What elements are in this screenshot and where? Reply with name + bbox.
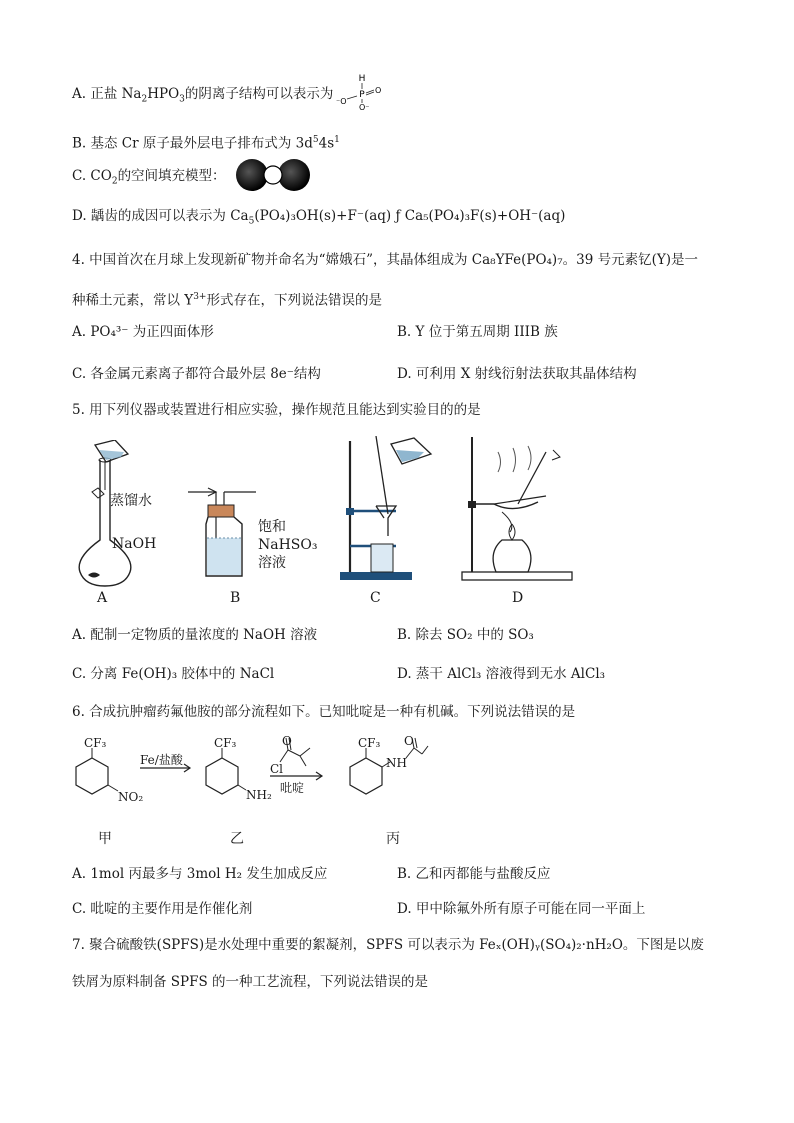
svg-text:P: P	[359, 90, 365, 100]
apparatus-a-volumetric-flask	[70, 440, 175, 590]
q5-option-d: D. 蒸干 AlCl₃ 溶液得到无水 AlCl₃	[397, 666, 606, 682]
apparatus-b-gas-wash-bottle	[186, 480, 268, 580]
q5-stem: 5. 用下列仪器或装置进行相应实验，操作规范且能达到实验目的的是	[72, 402, 481, 418]
yi-cf3: CF₃	[214, 736, 237, 750]
q3-option-b: B. 基态 Cr 原子最外层电子排布式为 $3d^54s^1$	[72, 135, 340, 152]
label-c: C	[370, 590, 381, 606]
bing-cf3: CF₃	[358, 736, 381, 750]
acyl-chloride-cl: Cl	[270, 762, 284, 776]
bing-o: O	[404, 734, 414, 748]
q6-option-d: D. 甲中除氟外所有原子可能在同一平面上	[397, 901, 646, 917]
q4-option-c: C. 各金属元素离子都符合最外层 8e⁻结构	[72, 366, 321, 382]
svg-text:O⁻: O⁻	[359, 103, 370, 112]
label-saturated-nahso3: 饱和 NaHSO₃ 溶液	[258, 519, 318, 571]
q6-option-a: A. 1mol 丙最多与 3mol H₂ 发生加成反应	[72, 866, 328, 882]
label-d: D	[512, 590, 524, 606]
label-distilled-water: 蒸馏水	[110, 493, 152, 509]
q3-option-d: D. 龋齿的成因可以表示为 $Ca_5(PO_4)_3OH(s)+F^-(aq)$ ƒ Ca₅(PO₄)₃F(s)+OH⁻(aq)	[72, 208, 566, 227]
label-naoh: NaOH	[112, 536, 157, 552]
q7-stem-line2: 铁屑为原料制备 SPFS 的一种工艺流程，下列说法错误的是	[72, 974, 429, 990]
label-a: A	[97, 590, 108, 606]
jia-cf3: CF₃	[84, 736, 107, 750]
label-b: B	[230, 590, 241, 606]
q6-stem: 6. 合成抗肿瘤药氟他胺的部分流程如下。已知吡啶是一种有机碱。下列说法错误的是	[72, 704, 576, 720]
label-yi: 乙	[230, 831, 244, 847]
yi-nh2: NH₂	[246, 788, 272, 802]
label-bing: 丙	[386, 831, 400, 847]
q6-option-c: C. 吡啶的主要作用是作催化剂	[72, 901, 253, 917]
q4-option-a: A. PO₄³⁻ 为正四面体形	[72, 324, 214, 340]
jia-no2: NO₂	[118, 790, 144, 804]
q5-option-b: B. 除去 SO₂ 中的 SO₃	[397, 627, 534, 643]
acyl-chloride-o: O	[282, 734, 292, 748]
label-jia: 甲	[98, 831, 112, 847]
q4-stem-line1: 4. 中国首次在月球上发现新矿物并命名为“嫦娥石”，其晶体组成为 Ca₈YFe(PO₄)₇。39 号元素钇(Y)是一	[72, 252, 699, 268]
svg-text:H: H	[358, 74, 366, 84]
hpo3-anion-structure	[336, 72, 388, 112]
reagent-fe-hcl: Fe/盐酸	[140, 753, 183, 767]
q4-stem-line2: 种稀土元素，常以 $Y^{3+}$形式存在，下列说法错误的是	[72, 292, 382, 309]
q3-option-a: A. 正盐 $Na_2HPO_3$的阴离子结构可以表示为	[72, 86, 334, 105]
q6-option-b: B. 乙和丙都能与盐酸反应	[397, 866, 551, 882]
co2-space-filling-model	[236, 158, 312, 194]
q5-option-a: A. 配制一定物质的量浓度的 NaOH 溶液	[72, 627, 318, 643]
q5-option-c: C. 分离 Fe(OH)₃ 胶体中的 NaCl	[72, 666, 275, 682]
q3-option-c: C. $CO_2$的空间填充模型：	[72, 168, 226, 187]
q7-stem-line1: 7. 聚合硫酸铁(SPFS)是水处理中重要的絮凝剂，SPFS 可以表示为 Feₓ(OH)ᵧ(SO₄)₂·nH₂O。下图是以废	[72, 937, 704, 953]
q4-option-d: D. 可利用 X 射线衍射法获取其晶体结构	[397, 366, 637, 382]
q4-option-b: B. Y 位于第五周期 IIIB 族	[397, 324, 558, 340]
svg-text:O: O	[375, 86, 382, 95]
reagent-pyridine: 吡啶	[280, 781, 305, 795]
apparatus-d-evaporation	[458, 432, 576, 584]
apparatus-c-filtration	[336, 436, 436, 584]
svg-text:⁻O: ⁻O	[336, 97, 347, 106]
bing-nh: NH	[386, 756, 407, 770]
